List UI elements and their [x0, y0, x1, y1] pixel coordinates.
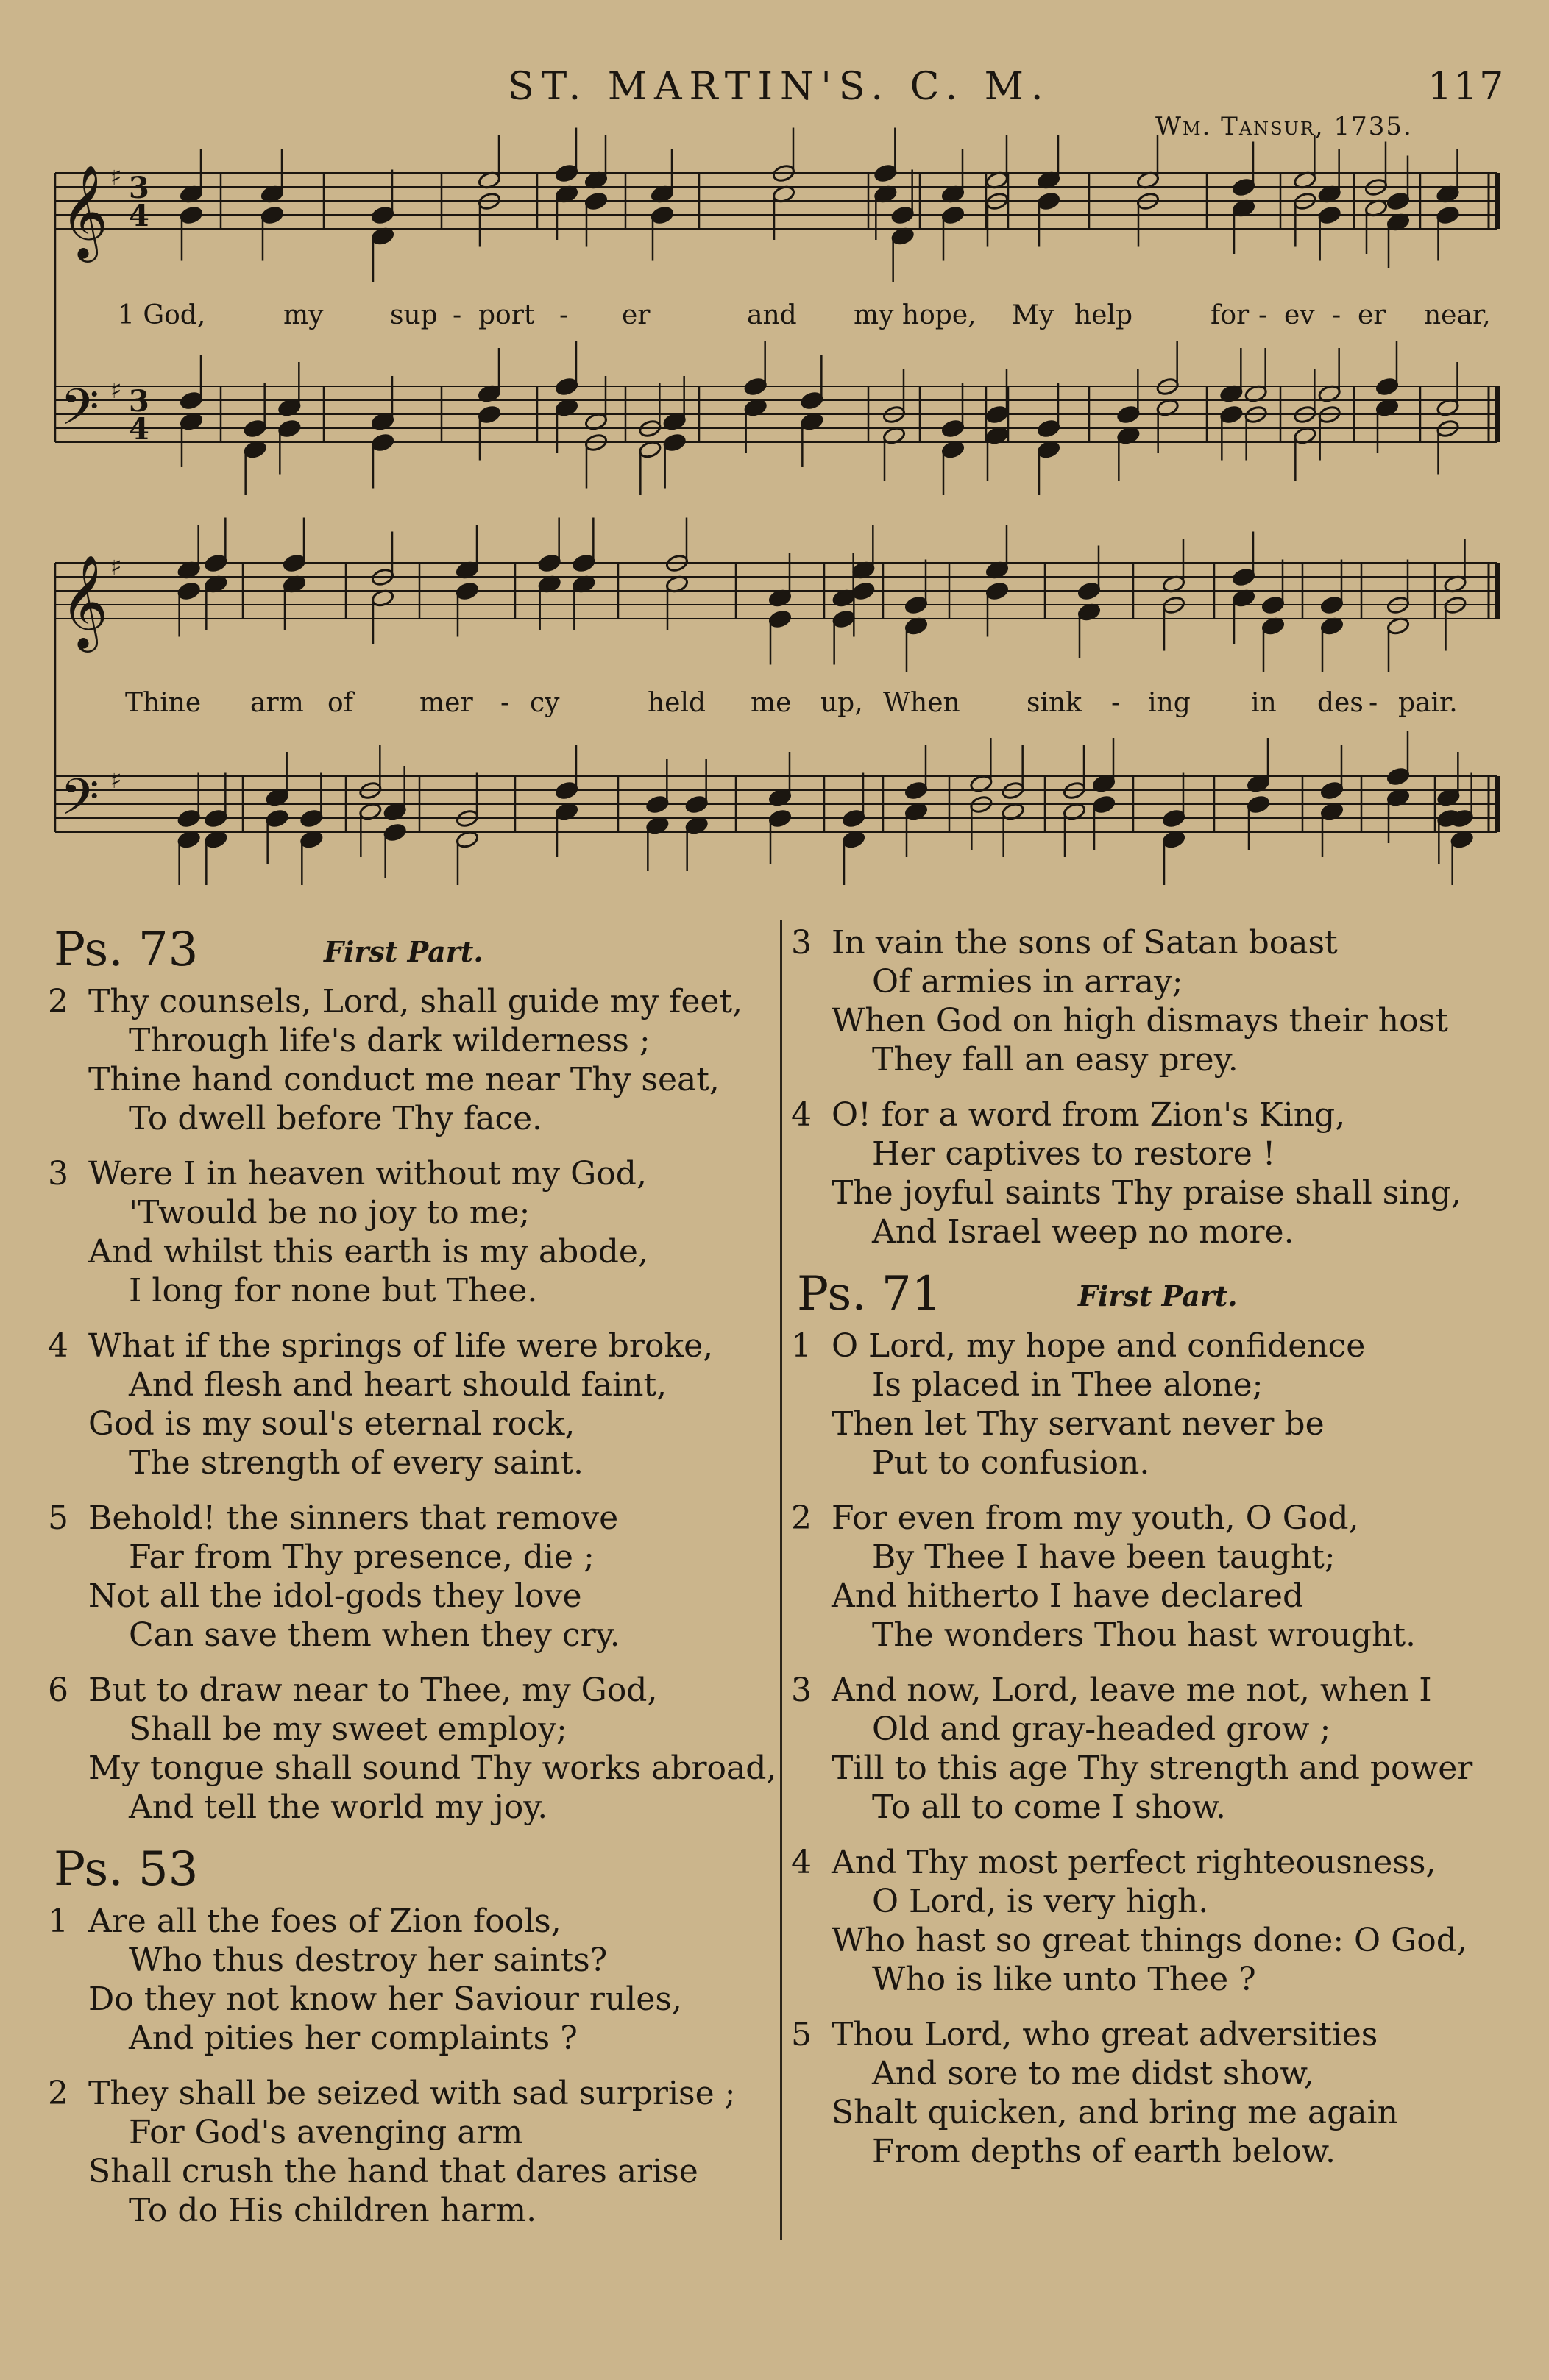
verse-line: Then let Thy servant never be [832, 1405, 1325, 1443]
lyric-syllable: - [1258, 300, 1268, 330]
stanza [791, 1499, 1497, 1655]
lyric-syllable: help [1074, 300, 1133, 330]
stanza [48, 1326, 754, 1482]
stanza [48, 1902, 754, 2058]
column-divider [780, 920, 782, 2240]
verse-line: O Lord, is very high. [872, 1883, 1209, 1920]
lyric-syllable: near, [1424, 300, 1491, 330]
verse-line: And flesh and heart should faint, [129, 1366, 667, 1404]
stanza-number: 3 [791, 924, 812, 962]
lyric-syllable: - [500, 688, 510, 718]
verse-line: Thy counsels, Lord, shall guide my feet, [88, 983, 743, 1020]
lyric-syllable: ev [1284, 300, 1315, 330]
verse-line: And Thy most perfect righteousness, [832, 1844, 1436, 1881]
right-column [791, 923, 1497, 2187]
verse-line: Thou Lord, who great adversities [832, 2016, 1378, 2053]
stanza [791, 1671, 1497, 1827]
lyrics-line-1 [0, 300, 1549, 337]
verse-line: Shall crush the hand that dares arise [88, 2153, 698, 2190]
stanza-number: 3 [48, 1155, 68, 1193]
lyric-syllable: for [1211, 300, 1250, 330]
svg-text:3: 3 [129, 384, 149, 419]
stanza [48, 2074, 754, 2230]
verse-line: The wonders Thou hast wrought. [872, 1616, 1417, 1654]
verse-line: Her captives to restore ! [872, 1135, 1276, 1173]
lyric-syllable: 1 God, [118, 300, 206, 330]
psalm-heading [48, 1843, 754, 1896]
verse-line: Till to this age Thy strength and power [832, 1750, 1473, 1787]
verse-line: God is my soul's eternal rock, [88, 1405, 575, 1443]
lyric-syllable: - [453, 300, 462, 330]
stanza [791, 1326, 1497, 1482]
stanza [791, 1843, 1497, 1999]
stanza-number: 6 [48, 1672, 68, 1709]
stanza [791, 1095, 1497, 1251]
lyric-syllable: pair. [1398, 688, 1458, 718]
verse-line: Are all the foes of Zion fools, [88, 1903, 561, 1940]
lyric-syllable: mer [419, 688, 473, 718]
verse-line: By Thee I have been taught; [872, 1538, 1336, 1576]
verse-line: And tell the world my joy. [129, 1788, 548, 1826]
psalm-title: Ps. 73 [54, 923, 199, 977]
verse-line: 'Twould be no joy to me; [129, 1194, 531, 1232]
treble-clef-icon: 𝄞 [60, 164, 109, 258]
ps53-stanzas-left [48, 1902, 754, 2230]
ps71-stanzas [791, 1326, 1497, 2171]
verse-line: Do they not know her Saviour rules, [88, 1981, 682, 2018]
stanza [48, 1671, 777, 1827]
verse-line: And pities her complaints ? [129, 2020, 578, 2057]
clefs [60, 163, 149, 839]
verse-line: O Lord, my hope and confidence [832, 1327, 1366, 1365]
verse-line: Shall be my sweet employ; [129, 1711, 567, 1748]
page-number: 117 [1428, 65, 1506, 109]
verse-line: Far from Thy presence, die ; [129, 1538, 595, 1576]
lyrics-line-2 [0, 688, 1549, 725]
tune-title: ST. MARTIN'S. C. M. [508, 65, 1051, 109]
psalm-heading [48, 923, 754, 976]
lyric-syllable: cy [530, 688, 560, 718]
lyric-syllable: port [478, 300, 535, 330]
verse-line: Who hast so great things done: O God, [832, 1922, 1467, 1959]
verse-line: And Israel weep no more. [872, 1213, 1294, 1251]
verse-line: Behold! the sinners that remove [88, 1499, 619, 1537]
verse-line: O! for a word from Zion's King, [832, 1096, 1346, 1134]
verse-line: For even from my youth, O God, [832, 1499, 1359, 1537]
lyric-syllable: Thine [125, 688, 202, 718]
lyric-syllable: When [883, 688, 960, 718]
composer-credit: Wm. Tansur, 1735. [1155, 112, 1413, 141]
stanza-number: 2 [48, 983, 68, 1020]
stanza-number: 2 [791, 1499, 812, 1537]
psalm-heading [791, 1268, 1497, 1321]
verse-line: And hitherto I have declared [832, 1577, 1304, 1615]
verse-line: The joyful saints Thy praise shall sing, [832, 1174, 1461, 1212]
lyric-syllable: held [648, 688, 706, 718]
left-column [48, 923, 777, 2246]
verse-line: Can save them when they cry. [129, 1616, 620, 1654]
verse-line: But to draw near to Thee, my God, [88, 1672, 658, 1709]
svg-text:♯: ♯ [110, 766, 122, 794]
lyric-syllable: My [1012, 300, 1054, 330]
stanza-number: 5 [791, 2016, 812, 2053]
stanza [48, 982, 754, 1138]
lyric-syllable: me [751, 688, 792, 718]
verse-line: For God's avenging arm [129, 2114, 523, 2151]
lyric-syllable: er [622, 300, 651, 330]
verse-line: Shalt quicken, and bring me again [832, 2094, 1398, 2131]
verse-line: What if the springs of life were broke, [88, 1327, 714, 1365]
verse-line: From depths of earth below. [872, 2133, 1336, 2170]
verse-line: And whilst this earth is my abode, [88, 1233, 648, 1271]
verse-line: My tongue shall sound Thy works abroad, [88, 1750, 777, 1787]
music-score [0, 0, 1549, 920]
notes [177, 128, 1473, 886]
verse-line: To all to come I show. [872, 1788, 1227, 1826]
verse-line: The strength of every saint. [129, 1444, 584, 1482]
staff-lines [55, 173, 1497, 832]
verse-line: Is placed in Thee alone; [872, 1366, 1263, 1404]
lyric-syllable: up, [820, 688, 863, 718]
treble-clef-icon: 𝄞 [60, 554, 109, 648]
svg-text:♯: ♯ [110, 553, 122, 580]
verse-line: When God on high dismays their host [832, 1002, 1448, 1040]
stanza [48, 1154, 754, 1310]
stanza-number: 1 [791, 1327, 812, 1365]
verse-line: And sore to me didst show, [872, 2055, 1314, 2092]
bass-clef-icon: 𝄢 [60, 769, 99, 839]
verse-line: Who is like unto Thee ? [872, 1961, 1256, 1998]
lyric-syllable: of [327, 688, 353, 718]
svg-text:♯: ♯ [110, 163, 122, 191]
stanza [791, 923, 1497, 1079]
lyric-syllable: - [1111, 688, 1121, 718]
svg-text:4: 4 [129, 412, 149, 447]
ps73-stanzas [48, 982, 777, 1827]
lyric-syllable: des [1317, 688, 1364, 718]
verse-line: They fall an easy prey. [872, 1041, 1238, 1079]
lyric-syllable: er [1358, 300, 1386, 330]
psalm-part: First Part. [324, 935, 483, 968]
verse-line: I long for none but Thee. [129, 1272, 538, 1310]
bass-clef-icon: 𝄢 [60, 379, 99, 449]
lyric-syllable: arm [250, 688, 304, 718]
stanza-number: 1 [48, 1903, 68, 1940]
lyric-syllable: in [1251, 688, 1277, 718]
barlines [55, 173, 1497, 832]
verse-line: Through life's dark wilderness ; [129, 1022, 651, 1059]
stanza-number: 4 [791, 1844, 812, 1881]
verse-line: Of armies in array; [872, 963, 1183, 1001]
stanza-number: 4 [48, 1327, 68, 1365]
lyric-syllable: sink [1027, 688, 1082, 718]
stanza [791, 2015, 1497, 2171]
svg-text:♯: ♯ [110, 376, 122, 404]
verse-line: Who thus destroy her saints? [129, 1942, 608, 1979]
lyric-syllable: and [747, 300, 797, 330]
verse-line: To do His children harm. [129, 2192, 537, 2229]
stanza [48, 1499, 754, 1655]
psalm-part: First Part. [1078, 1279, 1238, 1312]
verse-line: They shall be seized with sad surprise ; [88, 2075, 736, 2112]
lyric-syllable: - [559, 300, 569, 330]
lyric-syllable: my hope, [854, 300, 976, 330]
stanza-number: 3 [791, 1672, 812, 1709]
verse-line: Old and gray-headed grow ; [872, 1711, 1331, 1748]
lyric-syllable: ing [1148, 688, 1191, 718]
stanza-number: 2 [48, 2075, 68, 2112]
svg-text:3: 3 [129, 171, 149, 205]
ps53-stanzas-right [791, 923, 1497, 1251]
verse-line: Thine hand conduct me near Thy seat, [88, 1061, 720, 1098]
psalm-title: Ps. 71 [797, 1267, 942, 1321]
verse-line: Were I in heaven without my God, [88, 1155, 647, 1193]
verse-line: Put to confusion. [872, 1444, 1150, 1482]
lyric-syllable: - [1369, 688, 1378, 718]
svg-text:4: 4 [129, 199, 149, 233]
verse-line: And now, Lord, leave me not, when I [832, 1672, 1432, 1709]
stanza-number: 4 [791, 1096, 812, 1134]
psalm-title: Ps. 53 [54, 1842, 199, 1897]
stanza-number: 5 [48, 1499, 68, 1537]
verse-line: In vain the sons of Satan boast [832, 924, 1338, 962]
verse-line: Not all the idol-gods they love [88, 1577, 582, 1615]
lyric-syllable: my [283, 300, 324, 330]
lyric-syllable: - [1332, 300, 1341, 330]
verse-line: To dwell before Thy face. [129, 1100, 543, 1137]
lyric-syllable: sup [390, 300, 438, 330]
